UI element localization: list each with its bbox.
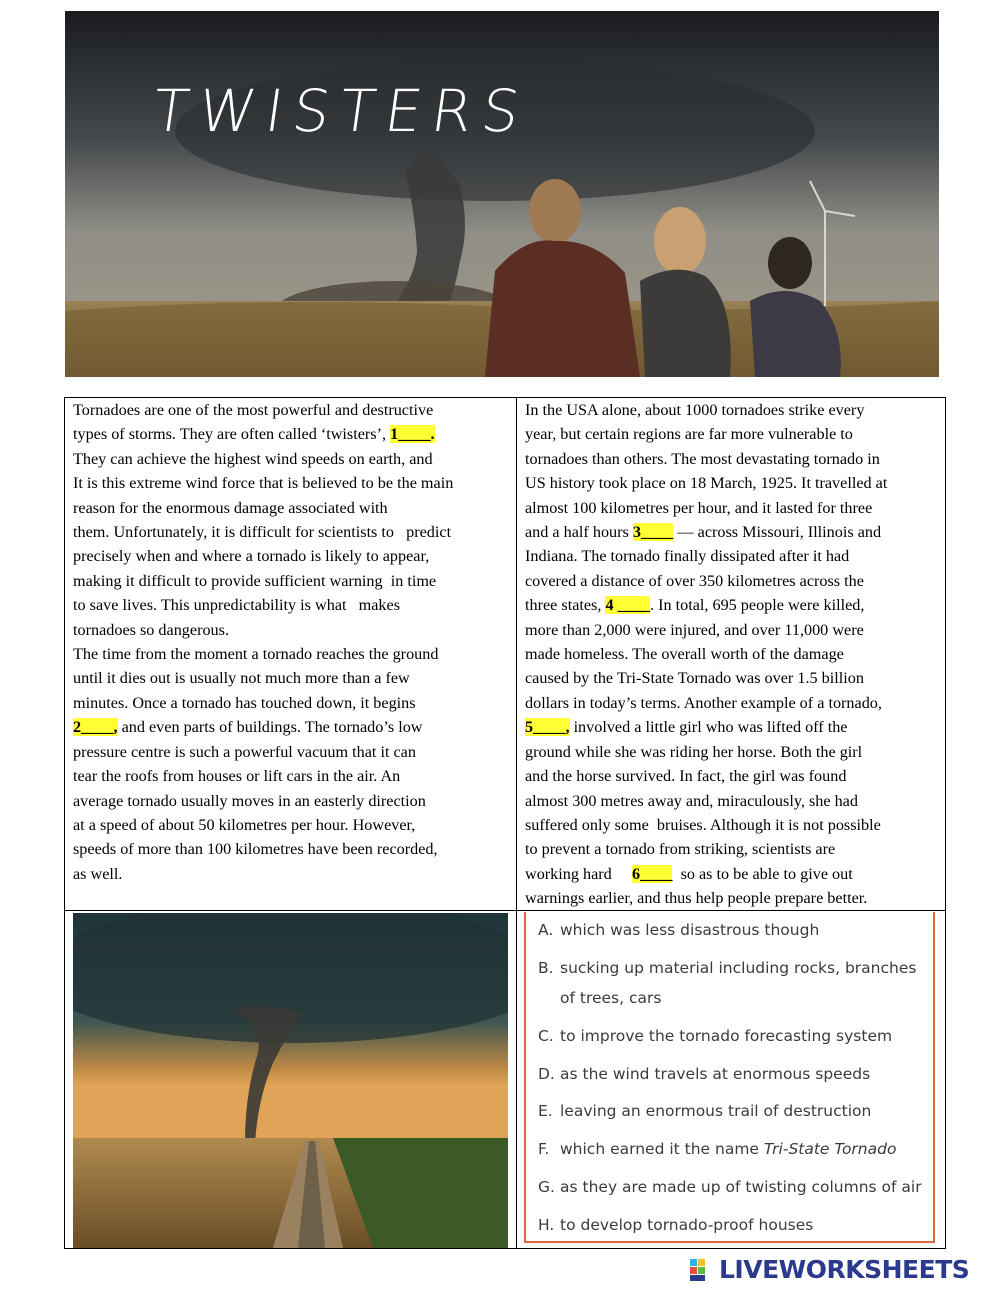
- option-text-continued: of trees, cars: [560, 989, 662, 1007]
- option-text: to develop tornado-proof houses: [560, 1216, 814, 1234]
- passage-line: [525, 666, 943, 690]
- option-text: as the wind travels at enormous speeds: [560, 1065, 871, 1083]
- passage-line: [73, 496, 513, 520]
- passage-line: [73, 740, 513, 764]
- option-letter: E.: [538, 1102, 553, 1120]
- answer-blank[interactable]: 3____: [632, 523, 674, 542]
- passage-text: tear the roofs from houses or lift cars in the air. An: [73, 767, 401, 786]
- passage-line: [525, 422, 943, 446]
- passage-line: [73, 813, 513, 837]
- tornado-photo: [73, 913, 508, 1248]
- passage-line: [525, 691, 943, 715]
- passage-line: [73, 447, 513, 471]
- table-divider-vertical: [516, 397, 517, 1249]
- passage-text: US history took place on 18 March, 1925. It travelled at: [525, 474, 888, 493]
- option-letter: F.: [538, 1140, 550, 1158]
- passage-line: [525, 789, 943, 813]
- passage-line: [525, 886, 943, 910]
- passage-text: speeds of more than 100 kilometres have been recorded,: [73, 840, 438, 859]
- passage-text: and a half hours: [525, 523, 633, 542]
- passage-line: [73, 569, 513, 593]
- passage-line: [73, 789, 513, 813]
- option-letter: G.: [538, 1178, 555, 1196]
- passage-text: precisely when and where a tornado is likely to appear,: [73, 547, 430, 566]
- passage-line: [525, 618, 943, 642]
- passage-text: almost 100 kilometres per hour, and it lasted for three: [525, 498, 873, 517]
- passage-text: pressure centre is such a powerful vacuum that it can: [73, 742, 416, 761]
- passage-line: [73, 764, 513, 788]
- banner-image: [65, 11, 939, 377]
- passage-text: warnings earlier, and thus help people prepare better.: [525, 889, 868, 908]
- passage-text: tornadoes so dangerous.: [73, 620, 229, 639]
- passage-text: until it dies out is usually not much more than a few: [73, 669, 410, 688]
- passage-text: made homeless. The overall worth of the damage: [525, 645, 844, 664]
- answer-blank[interactable]: 5____,: [525, 718, 570, 737]
- passage-line: [525, 715, 943, 739]
- passage-line: [525, 813, 943, 837]
- passage-text: It is this extreme wind force that is believed to be the main: [73, 474, 454, 493]
- option-a: [538, 921, 819, 939]
- answer-options-box: [524, 912, 935, 1243]
- passage-text: tornadoes than others. The most devastating tornado in: [525, 449, 880, 468]
- passage-line: [73, 715, 513, 739]
- passage-text: making it difficult to provide sufficient warning in time: [73, 571, 437, 590]
- passage-line: [73, 666, 513, 690]
- answer-blank[interactable]: 1____.: [390, 425, 435, 444]
- option-e: [538, 1102, 871, 1120]
- passage-text: and the horse survived. In fact, the girl was found: [525, 767, 847, 786]
- option-f: [538, 1140, 896, 1158]
- passage-line: [73, 862, 513, 886]
- passage-text: more than 2,000 were injured, and over 11,000 were: [525, 620, 864, 639]
- passage-line: [525, 642, 943, 666]
- passage-text: year, but certain regions are far more vulnerable to: [525, 425, 853, 444]
- passage-text: types of storms. They are often called ‘twisters’,: [73, 425, 391, 444]
- passage-text: three states,: [525, 596, 606, 615]
- passage-text: dollars in today’s terms. Another example of a tornado,: [525, 693, 882, 712]
- passage-line: [73, 520, 513, 544]
- passage-text: — across Missouri, Illinois and: [673, 523, 882, 542]
- passage-line: [525, 544, 943, 568]
- option-text: to improve the tornado forecasting system: [560, 1027, 893, 1045]
- passage-line: [73, 837, 513, 861]
- passage-text: to prevent a tornado from striking, scientists are: [525, 840, 836, 859]
- option-text: which was less disastrous though: [560, 921, 820, 939]
- option-letter: D.: [538, 1065, 555, 1083]
- passage-line: [525, 471, 943, 495]
- liveworksheets-logo-icon: [689, 1257, 715, 1283]
- answer-blank[interactable]: 6____: [632, 864, 673, 883]
- option-c: [538, 1027, 892, 1045]
- passage-line: [73, 618, 513, 642]
- passage-line: [525, 520, 943, 544]
- option-text-italic: Tri-State Tornado: [763, 1140, 897, 1158]
- passage-line: [73, 471, 513, 495]
- passage-line: [73, 398, 513, 422]
- passage-text: They can achieve the highest wind speeds on earth, and: [73, 449, 433, 468]
- passage-text: them. Unfortunately, it is difficult for scientists to predict: [73, 523, 452, 542]
- passage-line: [525, 569, 943, 593]
- passage-line: [525, 862, 943, 886]
- option-letter: C.: [538, 1027, 554, 1045]
- passage-text: caused by the Tri-State Tornado was over 1.5 billion: [525, 669, 864, 688]
- passage-line: [525, 764, 943, 788]
- option-text: sucking up material including rocks, branches: [560, 959, 917, 977]
- option-letter: B.: [538, 959, 554, 977]
- passage-text: covered a distance of over 350 kilometres across the: [525, 571, 864, 590]
- passage-line: [73, 691, 513, 715]
- passage-text: reason for the enormous damage associated with: [73, 498, 388, 517]
- passage-text: In the USA alone, about 1000 tornadoes strike every: [525, 401, 865, 419]
- banner-title: TWISTERS: [148, 77, 534, 145]
- answer-blank[interactable]: 2____,: [73, 718, 118, 737]
- option-g: [538, 1178, 922, 1196]
- passage-text: The time from the moment a tornado reaches the ground: [73, 645, 439, 664]
- passage-text: suffered only some bruises. Although it is not possible: [525, 815, 881, 834]
- passage-text: . In total, 695 people were killed,: [649, 596, 865, 615]
- passage-line: [525, 593, 943, 617]
- passage-text: as well.: [73, 864, 123, 883]
- option-h: [538, 1216, 813, 1234]
- passage-text: working hard: [525, 864, 632, 883]
- option-b: [538, 959, 916, 977]
- passage-line: [525, 398, 943, 422]
- answer-blank[interactable]: 4 ____: [605, 596, 650, 615]
- passage-line: [525, 496, 943, 520]
- passage-text: almost 300 metres away and, miraculously, she had: [525, 791, 858, 810]
- option-letter: H.: [538, 1216, 555, 1234]
- liveworksheets-logo-text: LIVEWORKSHEETS: [719, 1255, 970, 1284]
- passage-line: [73, 544, 513, 568]
- passage-line: [73, 642, 513, 666]
- option-d: [538, 1065, 870, 1083]
- passage-text: to save lives. This unpredictability is what makes: [73, 596, 400, 615]
- passage-text: minutes. Once a tornado has touched down, it begins: [73, 693, 416, 712]
- passage-text: Tornadoes are one of the most powerful and destructive: [73, 401, 434, 419]
- passage-text: Indiana. The tornado finally dissipated after it had: [525, 547, 850, 566]
- option-text: which earned it the name: [560, 1140, 764, 1158]
- option-text: leaving an enormous trail of destruction: [560, 1102, 872, 1120]
- passage-text: and even parts of buildings. The tornado’s low: [117, 718, 423, 737]
- passage-line: [73, 422, 513, 446]
- passage-text: so as to be able to give out: [672, 864, 853, 883]
- passage-text: average tornado usually moves in an easterly direction: [73, 791, 426, 810]
- passage-left-column: [73, 398, 513, 886]
- passage-text: involved a little girl who was lifted off the: [569, 718, 848, 737]
- passage-line: [525, 837, 943, 861]
- tornado-scene-illustration: [65, 11, 939, 377]
- passage-line: [525, 740, 943, 764]
- passage-right-column: [525, 398, 943, 911]
- passage-line: [525, 447, 943, 471]
- passage-text: at a speed of about 50 kilometres per hour. However,: [73, 815, 416, 834]
- option-text: as they are made up of twisting columns of air: [560, 1178, 922, 1196]
- liveworksheets-logo: [689, 1255, 969, 1284]
- passage-text: ground while she was riding her horse. Both the girl: [525, 742, 863, 761]
- option-letter: A.: [538, 921, 554, 939]
- passage-line: [73, 593, 513, 617]
